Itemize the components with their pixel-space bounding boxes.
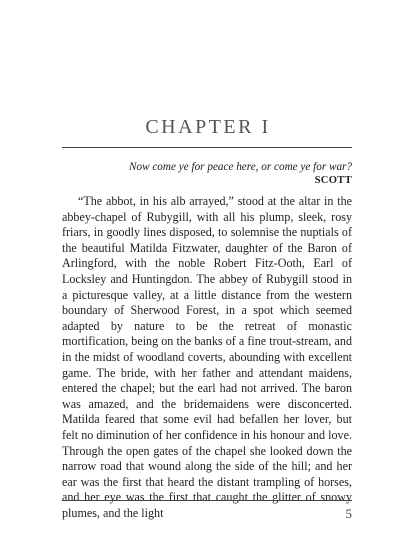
bottom-rule [62, 500, 352, 501]
epigraph [62, 160, 352, 188]
epigraph-quote: Now come ye for peace here, or come ye for war? [129, 161, 352, 173]
body-paragraph: “The abbot, in his alb arrayed,” stood at the altar in the abbey-chapel of Rubygill, with all his plump, sleek, rosy friars, in goodly lines disposed, to solemnise the nuptials of the beautiful Matilda Fitzwater, daughter of the Baron of Arlingford, with the noble Robert Fitz-Ooth, Earl of Locksley and Huntingdon. The abbey of Rubygill stood in a picturesque valley, at a little distance from the western boundary of Sherwood Forest, in a spot which seemed adapted by nature to be the retreat of monastic mortification, being on the banks of a fine trout-stream, and in the midst of woodland coverts, abounding with excellent game. The bride, with her father and attendant maidens, entered the chapel; but the earl had not arrived. The baron was amazed, and the bridemaidens were disconcerted. Matilda feared that some evil had befallen her lover, but felt no diminution of her confidence in his honour and love. Through the open gates of the chapel she looked down the narrow road that wound along the side of the hill; and her ear was the first that heard the distant trampling of horses, and her eye was the first that caught the glitter of snowy plumes, and the light [62, 194, 352, 520]
top-rule [62, 147, 352, 148]
epigraph-author: SCOTT [314, 175, 352, 186]
page-number: 5 [345, 506, 352, 521]
chapter-title: CHAPTER I [145, 116, 271, 138]
